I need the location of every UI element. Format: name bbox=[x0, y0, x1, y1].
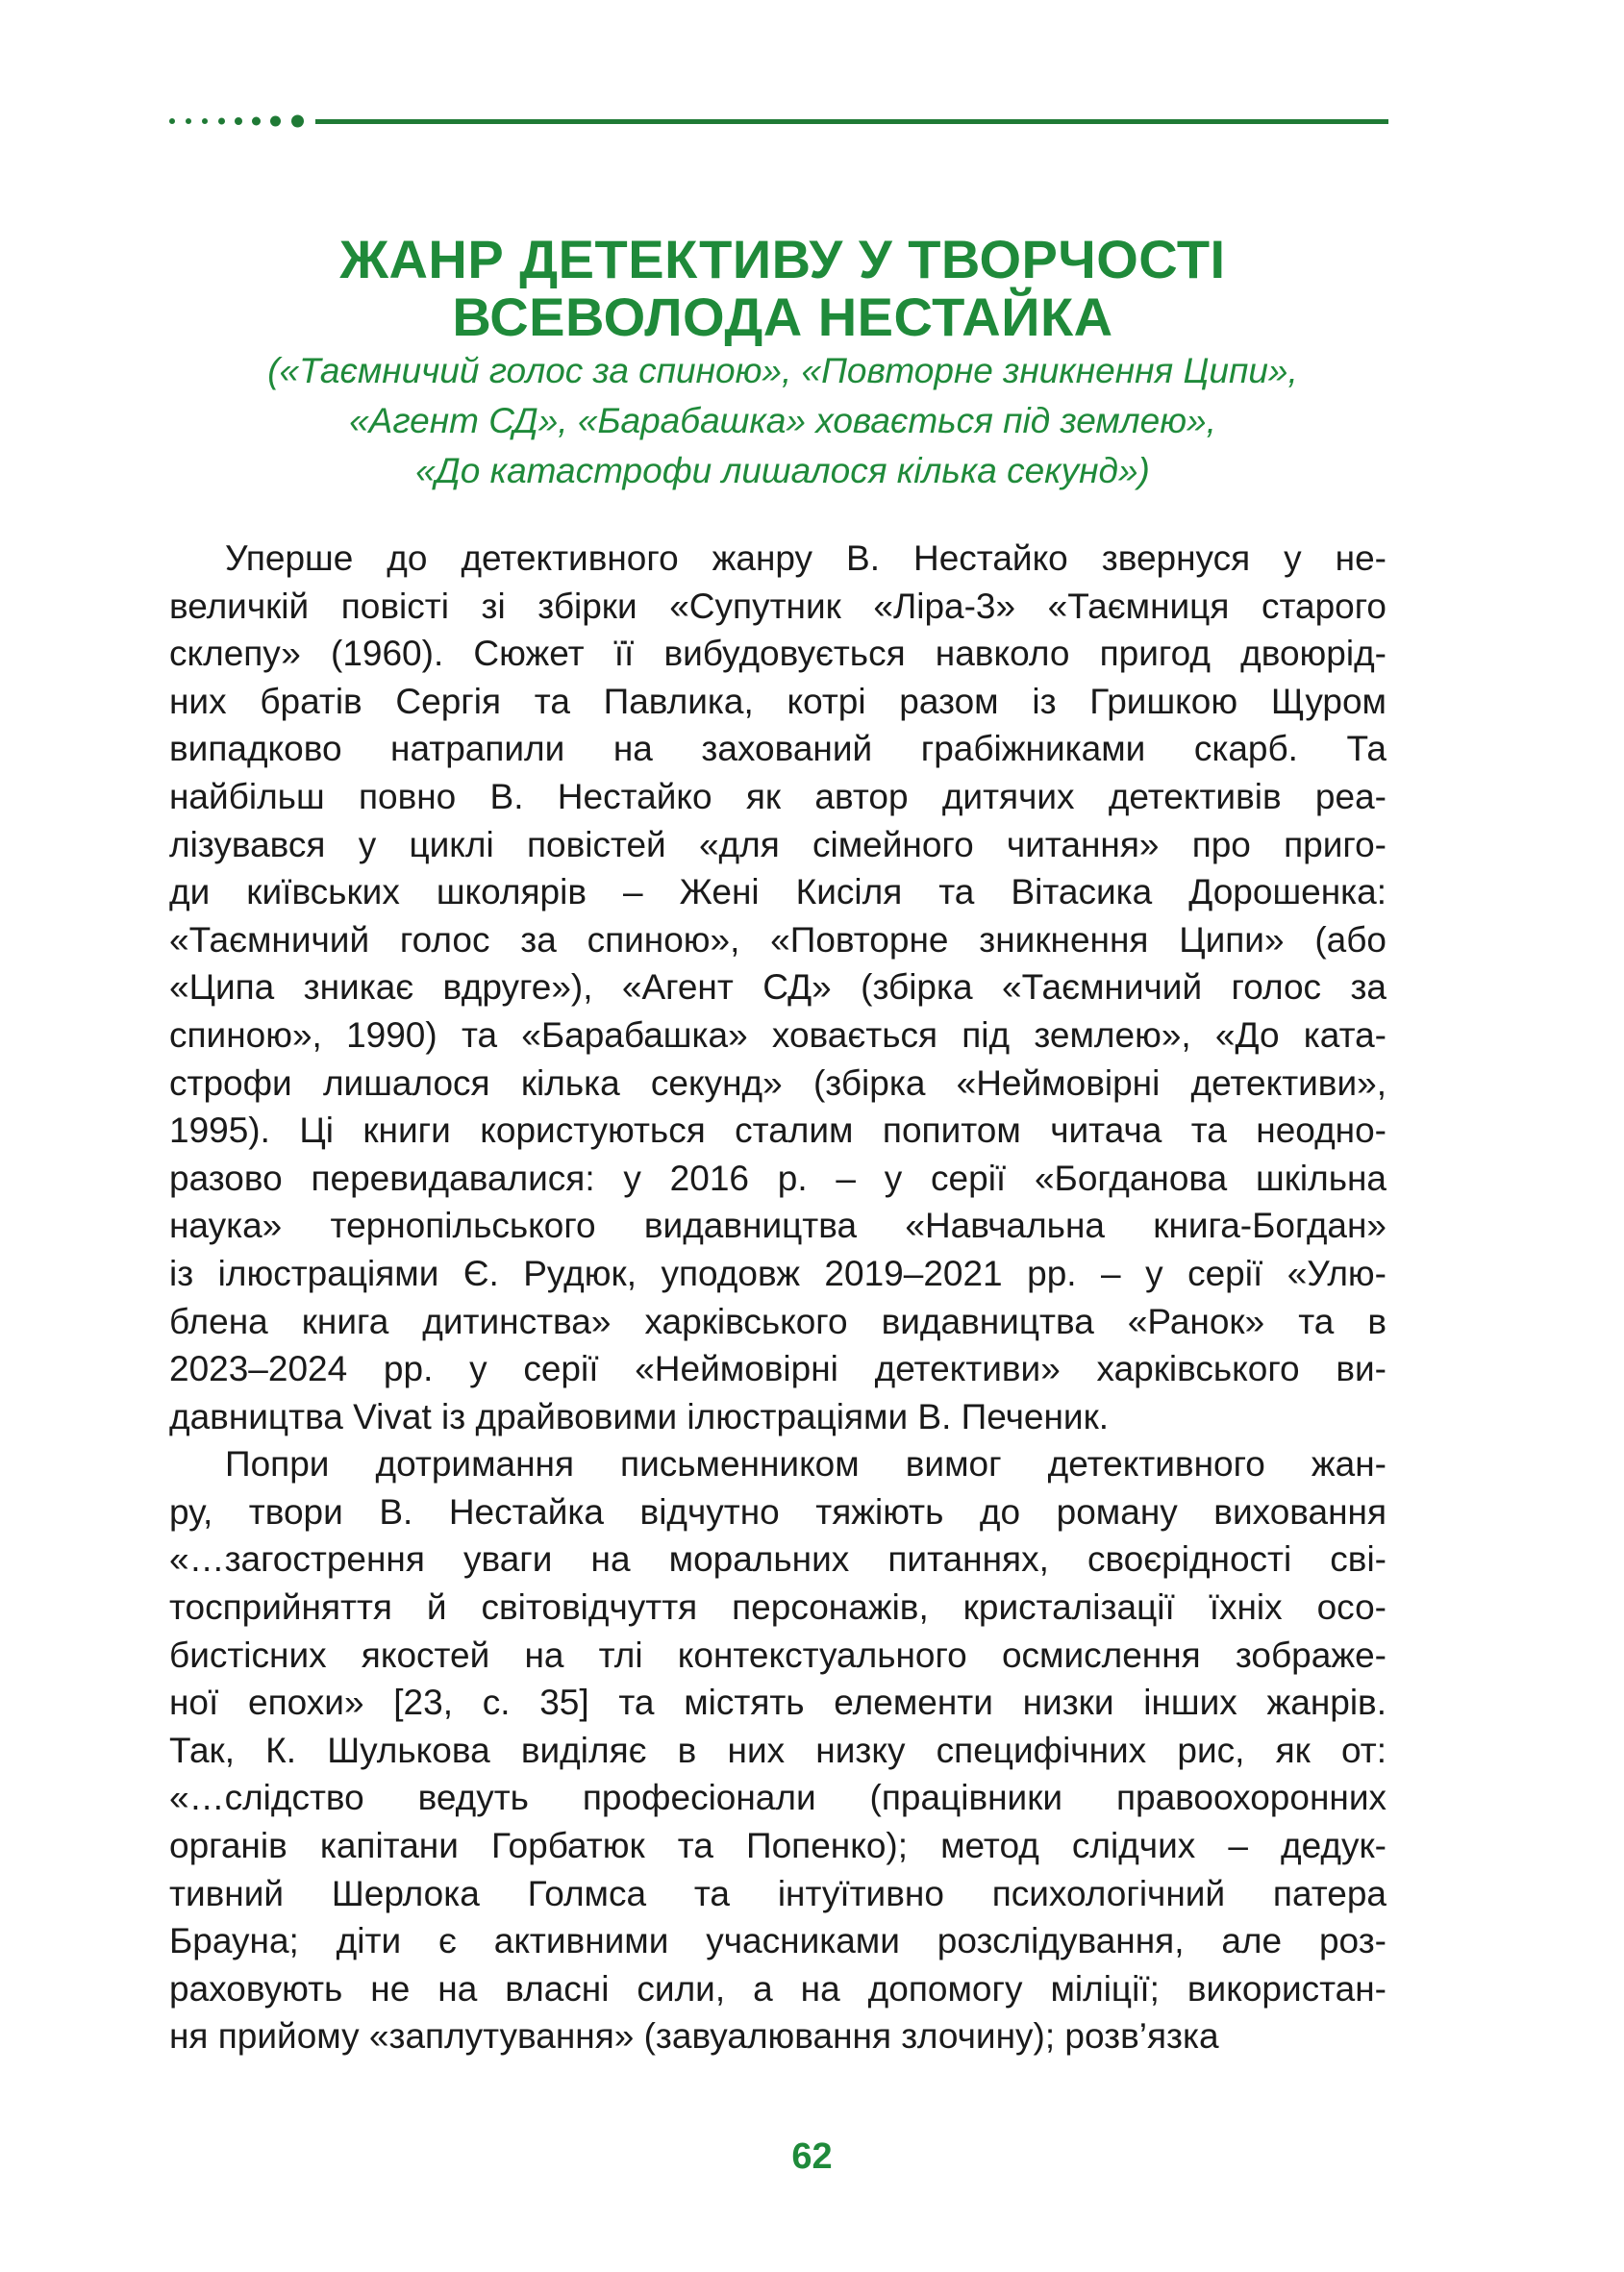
subtitle-line-2: «Агент СД», «Барабашка» ховається під землею», bbox=[349, 401, 1216, 440]
rule-dot bbox=[169, 118, 175, 124]
rule-dot bbox=[218, 118, 225, 125]
text-line: лізувався у циклі повістей «для сімейного читання» про приго- bbox=[169, 824, 1387, 864]
text-line: разово перевидавалися: у 2016 р. – у серії «Богданова шкільна bbox=[169, 1158, 1387, 1198]
page-number: 62 bbox=[791, 2136, 833, 2177]
title-line-1: ЖАНР ДЕТЕКТИВУ У ТВОРЧОСТІ bbox=[339, 229, 1226, 289]
text-line: бистісних якостей на тлі контекстуального осмислення зображе- bbox=[169, 1635, 1387, 1675]
text-line: величкій повісті зі збірки «Супутник «Ліра-3» «Таємниця старого bbox=[169, 586, 1387, 626]
text-line: ди київських школярів – Жені Кисіля та Вітасика Дорошенка: bbox=[169, 872, 1387, 912]
rule-dot bbox=[252, 117, 261, 126]
text-line: них братів Сергія та Павлика, котрі разом із Гришкою Щуром bbox=[169, 681, 1387, 721]
text-line: блена книга дитинства» харківського видавництва «Ранок» та в bbox=[169, 1301, 1387, 1341]
rule-dot bbox=[235, 117, 242, 125]
text-line: строфи лишалося кілька секунд» (збірка «Неймовірні детективи», bbox=[169, 1062, 1387, 1103]
rule-dot bbox=[186, 118, 191, 124]
text-line: раховують не на власні сили, а на допомогу міліції; використан- bbox=[169, 1968, 1387, 2009]
text-line: «…слідство ведуть професіонали (працівники правоохоронних bbox=[169, 1778, 1387, 1818]
text-line: Уперше до детективного жанру В. Нестайко звернуся у не- bbox=[225, 538, 1387, 578]
title-line-2: ВСЕВОЛОДА НЕСТАЙКА bbox=[452, 287, 1113, 347]
text-line: «…загострення уваги на моральних питаннях, своєрідності сві- bbox=[169, 1539, 1387, 1580]
text-line: ня прийому «заплутування» (завуалювання злочину); розв’язка bbox=[169, 2016, 1219, 2057]
text-line: ру, твори В. Нестайка відчутно тяжіють до роману виховання bbox=[169, 1491, 1387, 1532]
subtitle-line-3: «До катастрофи лишалося кілька секунд») bbox=[415, 451, 1150, 490]
paragraph bbox=[169, 1440, 1387, 2060]
text-line: спиною», 1990) та «Барабашка» ховається під землею», «До ката- bbox=[169, 1014, 1387, 1055]
text-line: Попри дотримання письменником вимог детективного жан- bbox=[225, 1444, 1387, 1485]
text-line: наука» тернопільського видавництва «Навчальна книга-Богдан» bbox=[169, 1206, 1387, 1246]
text-line: тивний Шерлока Голмса та інтуїтивно психологічний патера bbox=[169, 1873, 1387, 1913]
text-line: Брауна; діти є активними учасниками розслідування, але роз- bbox=[169, 1921, 1387, 1961]
text-line: тосприйняття й світовідчуття персонажів, кристалізації їхніх осо- bbox=[169, 1587, 1387, 1628]
text-line: давництва Vivat із драйвовими ілюстраціями В. Печеник. bbox=[169, 1396, 1110, 1436]
body-text bbox=[169, 535, 1387, 2060]
subtitle-line-1: («Таємничий голос за спиною», «Повторне зникнення Ципи», bbox=[267, 351, 1298, 390]
text-line: «Ципа зникає вдруге»), «Агент СД» (збірка «Таємничий голос за bbox=[169, 967, 1387, 1008]
text-line: ної епохи» [23, с. 35] та містять елементи низки інших жанрів. bbox=[169, 1683, 1387, 1723]
rule-dot bbox=[291, 115, 304, 128]
text-line: найбільш повно В. Нестайко як автор дитячих детективів реа- bbox=[169, 776, 1387, 816]
rule-dot bbox=[270, 116, 281, 127]
text-line: 2023–2024 рр. у серії «Неймовірні детективи» харківського ви- bbox=[169, 1349, 1387, 1389]
text-line: органів капітани Горбатюк та Попенко); метод слідчих – дедук- bbox=[169, 1826, 1387, 1866]
text-line: «Таємничий голос за спиною», «Повторне зникнення Ципи» (або bbox=[169, 919, 1387, 960]
chapter-title bbox=[173, 231, 1392, 346]
text-line: випадково натрапили на захований грабіжниками скарб. Та bbox=[169, 729, 1387, 769]
chapter-subtitle bbox=[173, 346, 1392, 496]
text-line: склепу» (1960). Сюжет її вибудовується навколо пригод двоюрід- bbox=[169, 634, 1387, 674]
rule-line bbox=[315, 119, 1388, 124]
rule-dot bbox=[202, 118, 208, 124]
paragraph bbox=[169, 535, 1387, 1440]
header-decorative-rule bbox=[169, 113, 1388, 129]
text-line: Так, К. Шулькова виділяє в них низку специфічних рис, як от: bbox=[169, 1730, 1387, 1770]
text-line: із ілюстраціями Є. Рудюк, уподовж 2019–2021 рр. – у серії «Улю- bbox=[169, 1253, 1387, 1293]
text-line: 1995). Ці книги користуються сталим попитом читача та неодно- bbox=[169, 1111, 1387, 1151]
